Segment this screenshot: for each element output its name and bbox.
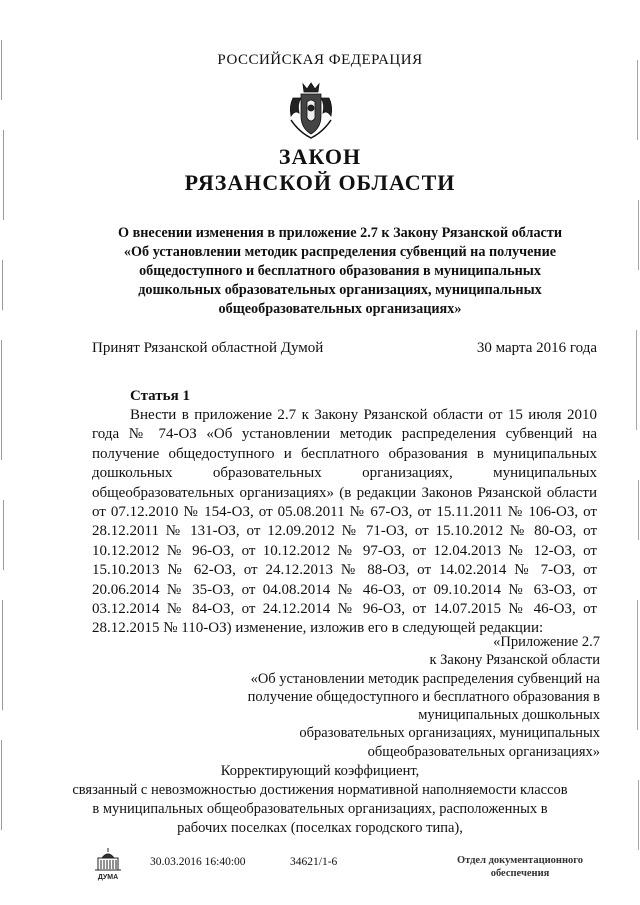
country-heading: РОССИЙСКАЯ ФЕДЕРАЦИЯ <box>217 52 423 68</box>
page-footer <box>0 846 640 886</box>
scan-margin-left <box>0 0 8 905</box>
law-region: РЯЗАНСКОЙ ОБЛАСТИ <box>184 170 456 195</box>
subject-line: дошкольных образовательных организациях, муниципальных <box>138 282 542 298</box>
duma-logo-text: ДУМА <box>97 874 119 881</box>
department-line: Отдел документационного <box>456 855 584 866</box>
coefficient-line: рабочих поселках (поселках городского типа), <box>177 820 463 836</box>
coefficient-line: в муниципальных общеобразовательных организациях, расположенных в <box>92 801 548 817</box>
coefficient-heading <box>60 762 580 838</box>
appendix-line: «Приложение 2.7 <box>493 634 600 650</box>
subject-line: общедоступного и бесплатного образования в муниципальных <box>139 263 541 279</box>
appendix-line: образовательных организациях, муниципальных <box>299 725 600 742</box>
appendix-line: общеобразовательных организациях» <box>367 743 600 760</box>
article-title: Статья 1 <box>130 388 190 404</box>
appendix-line: «Об установлении методик распределения субвенций на <box>250 670 600 687</box>
footer-doc-code: 34621/1-6 <box>290 856 338 868</box>
law-subject <box>92 224 588 319</box>
footer-timestamp: 30.03.2016 16:40:00 <box>150 856 246 868</box>
coefficient-line: связанный с невозможностью достижения нормативной наполняемости классов <box>72 782 568 798</box>
subject-line: О внесении изменения в приложение 2.7 к Закону Рязанской области <box>118 225 562 241</box>
adopted-by: Принят Рязанской областной Думой <box>92 340 324 356</box>
duma-building-logo <box>93 846 123 882</box>
article-text <box>92 406 597 639</box>
article-paragraph: Внести в приложение 2.7 к Закону Рязанской области от 15 июля 2010 года № 74-ОЗ «Об установлении методик распределения субвенций на получение общедоступного и бесплатного образования в муниципальных дошкольных образовательных организациях, муниципальных общеобразовательных организациях» (в редакции Законов Рязанской области от 07.12.2010 № 154-ОЗ, от 05.08.2011 № 67-ОЗ, от 15.11.2011 № 106-ОЗ, от 28.12.2011 № 131-ОЗ, от 12.09.2012 № 71-ОЗ, от 15.10.2012 № 80-ОЗ, от 10.12.2012 № 96-ОЗ, от 10.12.2012 № 97-ОЗ, от 12.04.2013 № 12-ОЗ, от 15.10.2013 № 62-ОЗ, от 24.12.2013 № 88-ОЗ, от 14.02.2014 № 7-ОЗ, от 20.06.2014 № 35-ОЗ, от 04.08.2014 № 46-ОЗ, от 09.10.2014 № 63-ОЗ, от 03.12.2014 № 84-ОЗ, от 24.12.2014 № 96-ОЗ, от 14.07.2015 № 46-ОЗ, от 28.12.2015 № 110-ОЗ) изменение, изложив его в следующей редакции: <box>92 407 597 637</box>
adoption-info <box>92 340 597 357</box>
appendix-line: муниципальных дошкольных <box>418 707 600 724</box>
law-title: ЗАКОН <box>278 144 362 169</box>
department-stamp <box>440 854 600 880</box>
subject-line: «Об установлении методик распределения субвенций на получение <box>123 244 557 260</box>
appendix-line: к Закону Рязанской области <box>429 652 600 669</box>
adoption-date: 30 марта 2016 года <box>476 340 597 356</box>
appendix-line: получение общедоступного и бесплатного образования в <box>247 688 600 705</box>
department-line: обеспечения <box>490 868 550 879</box>
coat-of-arms-emblem <box>285 80 337 140</box>
scan-margin-right <box>632 0 640 905</box>
subject-line: общеобразовательных организациях» <box>218 301 462 317</box>
appendix-header <box>200 633 600 761</box>
coefficient-line: Корректирующий коэффициент, <box>220 763 420 779</box>
